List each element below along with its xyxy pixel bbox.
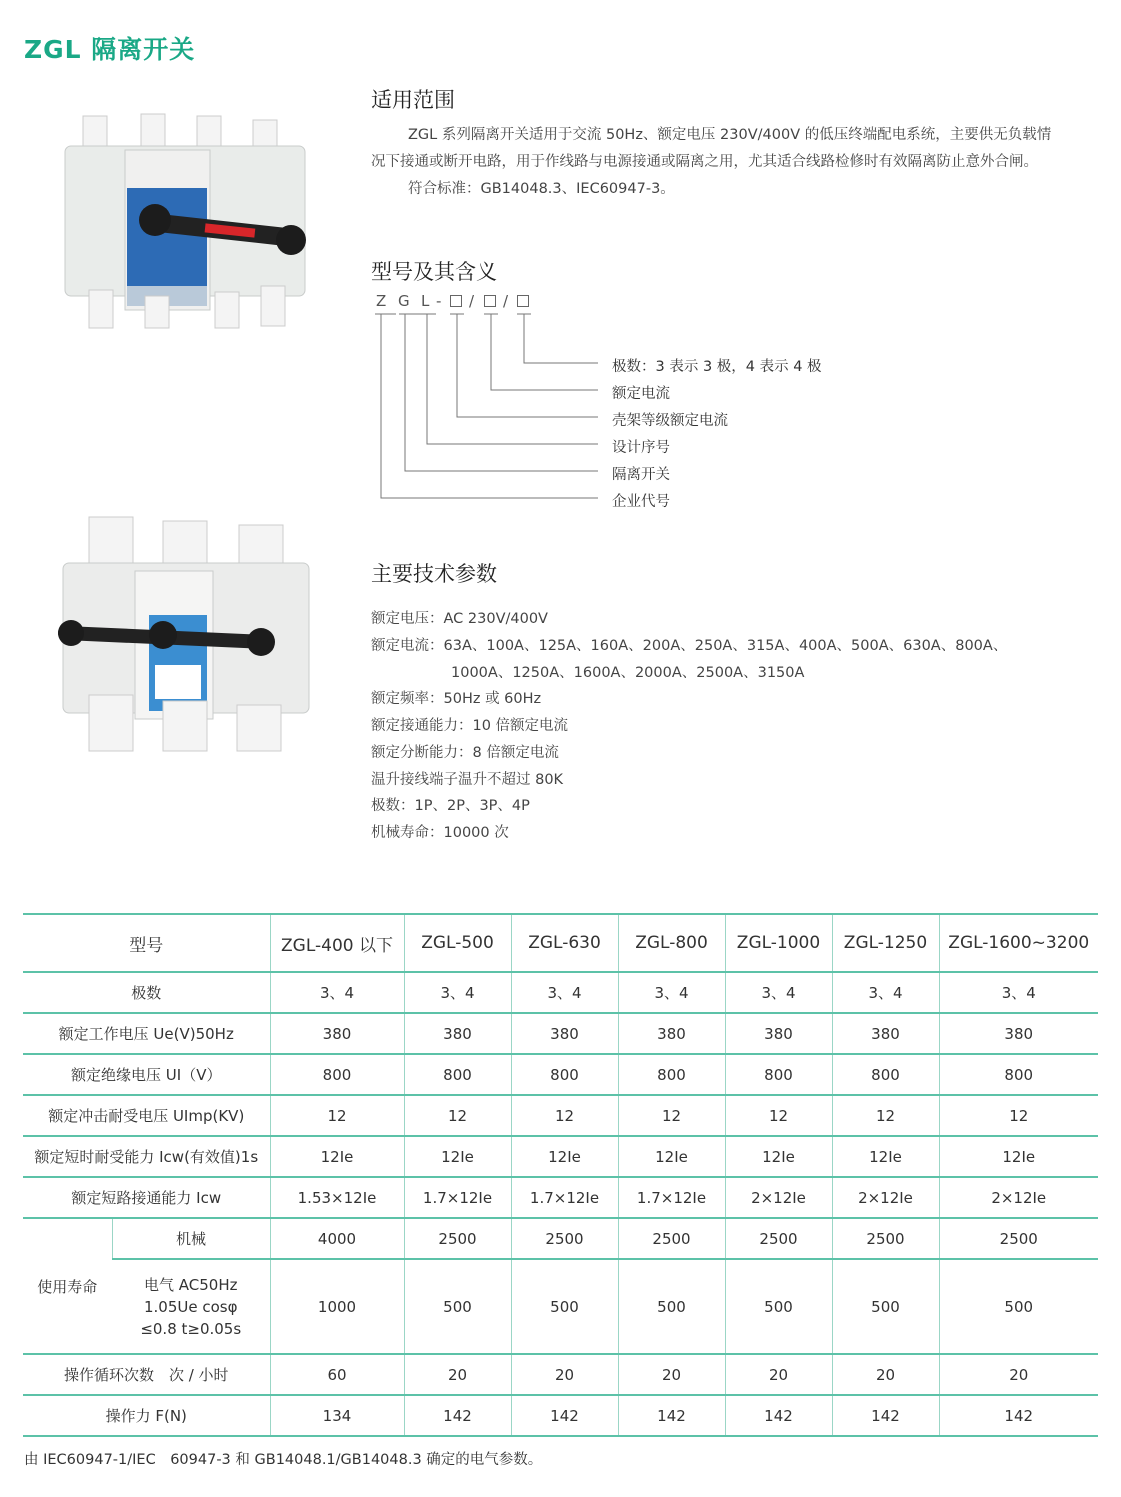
param-poles: 极数：1P、2P、3P、4P [371, 798, 530, 814]
scope-line-3: 符合标准：GB14048.3、IEC60947-3。 [408, 181, 675, 197]
param-rated-current: 额定电流：63A、100A、125A、160A、200A、250A、315A、400A、500A、630A、800A、 [371, 638, 1008, 654]
column-header: ZGL-630 [511, 914, 618, 972]
electrical-label-line-1: 电气 AC50Hz [144, 1275, 238, 1294]
table-cell: 1.7×12Ie [404, 1177, 511, 1218]
table-cell: 20 [618, 1354, 725, 1395]
table-cell: 1.53×12Ie [270, 1177, 404, 1218]
param-breaking-capacity: 额定分断能力：8 倍额定电流 [371, 745, 559, 761]
column-header: ZGL-500 [404, 914, 511, 972]
table-cell: 800 [618, 1054, 725, 1095]
table-row [23, 1136, 1098, 1177]
model-heading: 型号及其含义 [371, 260, 497, 284]
table-cell: 20 [511, 1354, 618, 1395]
param-mechanical-life: 机械寿命：10000 次 [371, 825, 509, 841]
code-separator-2: / [503, 292, 509, 310]
column-header: ZGL-1000 [725, 914, 832, 972]
table-cell: 2500 [511, 1218, 618, 1259]
table-cell: 134 [270, 1395, 404, 1436]
scope-heading: 适用范围 [371, 88, 455, 112]
table-cell: 380 [725, 1013, 832, 1054]
param-rated-current-cont: 1000A、1250A、1600A、2000A、2500A、3150A [451, 665, 805, 681]
table-cell: 142 [725, 1395, 832, 1436]
params-heading: 主要技术参数 [371, 562, 497, 586]
table-cell: 500 [511, 1259, 618, 1354]
row-label: 额定绝缘电压 UI（V） [23, 1054, 270, 1095]
table-cell: 500 [939, 1259, 1098, 1354]
table-cell: 12 [511, 1095, 618, 1136]
table-cell: 800 [939, 1054, 1098, 1095]
table-cell: 380 [270, 1013, 404, 1054]
table-cell: 12Ie [404, 1136, 511, 1177]
column-header: ZGL-1250 [832, 914, 939, 972]
table-cell: 60 [270, 1354, 404, 1395]
spec-table [23, 913, 1098, 1437]
code-letter-dash: - [436, 292, 442, 310]
table-cell: 2×12Ie [832, 1177, 939, 1218]
model-meaning-design-number: 设计序号 [612, 440, 670, 456]
table-cell: 380 [618, 1013, 725, 1054]
code-separator-1: / [469, 292, 475, 310]
electrical-label-line-2: 1.05Ue cosφ [143, 1297, 238, 1316]
table-cell: 12 [618, 1095, 725, 1136]
table-row-operating-cycles [23, 1354, 1098, 1395]
table-cell: 1.7×12Ie [511, 1177, 618, 1218]
model-code-diagram-lines [370, 310, 610, 510]
table-row-electrical-life [23, 1259, 1098, 1354]
table-cell: 142 [511, 1395, 618, 1436]
table-row [23, 1177, 1098, 1218]
model-meaning-company-code: 企业代号 [612, 494, 670, 510]
table-cell: 2500 [939, 1218, 1098, 1259]
table-cell: 3、4 [270, 972, 404, 1013]
param-rated-voltage: 额定电压：AC 230V/400V [371, 611, 548, 627]
table-cell: 20 [939, 1354, 1098, 1395]
table-cell: 3、4 [939, 972, 1098, 1013]
row-label: 额定短路接通能力 Icw [23, 1177, 270, 1218]
electrical-label-line-3: ≤0.8 t≥0.05s [140, 1319, 242, 1338]
model-meaning-poles: 极数：3 表示 3 极，4 表示 4 极 [612, 359, 822, 375]
product-photo-switch-2 [55, 515, 315, 755]
code-letter-g: G [398, 292, 410, 310]
code-letter-z: Z [376, 292, 387, 310]
table-cell: 3、4 [725, 972, 832, 1013]
footnote: 由 IEC60947-1/IEC 60947-3 和 GB14048.1/GB14048.3 确定的电气参数。 [24, 1452, 543, 1468]
table-row [23, 972, 1098, 1013]
table-cell: 2×12Ie [725, 1177, 832, 1218]
table-row-mechanical-life [23, 1218, 1098, 1259]
row-label: 额定工作电压 Ue(V)50Hz [23, 1013, 270, 1054]
table-cell: 142 [832, 1395, 939, 1436]
table-cell: 142 [939, 1395, 1098, 1436]
table-cell: 12 [725, 1095, 832, 1136]
table-cell: 500 [404, 1259, 511, 1354]
table-cell: 800 [511, 1054, 618, 1095]
table-cell: 380 [511, 1013, 618, 1054]
table-cell: 20 [404, 1354, 511, 1395]
table-cell: 500 [618, 1259, 725, 1354]
table-cell: 1.7×12Ie [618, 1177, 725, 1218]
table-row [23, 1095, 1098, 1136]
code-box-2 [484, 295, 496, 307]
table-row [23, 1013, 1098, 1054]
table-cell: 12Ie [725, 1136, 832, 1177]
row-label: 额定冲击耐受电压 UImp(KV) [23, 1095, 270, 1136]
page-title: ZGL 隔离开关 [24, 35, 196, 64]
row-label: 极数 [23, 972, 270, 1013]
model-meaning-frame-current: 壳架等级额定电流 [612, 413, 728, 429]
table-cell: 1000 [270, 1259, 404, 1354]
table-row-operating-force [23, 1395, 1098, 1436]
table-cell: 500 [832, 1259, 939, 1354]
table-cell: 2500 [725, 1218, 832, 1259]
table-cell: 12 [939, 1095, 1098, 1136]
table-cell: 800 [270, 1054, 404, 1095]
table-cell: 12 [832, 1095, 939, 1136]
table-cell: 2500 [618, 1218, 725, 1259]
table-cell: 380 [939, 1013, 1098, 1054]
table-cell: 500 [725, 1259, 832, 1354]
table-cell: 12Ie [939, 1136, 1098, 1177]
header-model-label: 型号 [23, 914, 270, 972]
table-cell: 3、4 [511, 972, 618, 1013]
table-cell: 20 [832, 1354, 939, 1395]
table-cell: 12 [270, 1095, 404, 1136]
param-temperature-rise: 温升接线端子温升不超过 80K [371, 772, 564, 788]
row-group-label-life: 使用寿命 [23, 1218, 112, 1354]
table-cell: 12Ie [832, 1136, 939, 1177]
column-header: ZGL-1600~3200 [939, 914, 1098, 972]
column-header: ZGL-800 [618, 914, 725, 972]
row-label-electrical [112, 1259, 270, 1354]
table-cell: 2500 [832, 1218, 939, 1259]
table-cell: 142 [618, 1395, 725, 1436]
table-cell: 142 [404, 1395, 511, 1436]
table-cell: 12Ie [270, 1136, 404, 1177]
table-cell: 3、4 [618, 972, 725, 1013]
column-header: ZGL-400 以下 [270, 914, 404, 972]
table-cell: 2×12Ie [939, 1177, 1098, 1218]
table-cell: 3、4 [404, 972, 511, 1013]
code-letter-l: L [421, 292, 430, 310]
table-cell: 4000 [270, 1218, 404, 1259]
code-box-3 [517, 295, 529, 307]
row-label-mechanical: 机械 [112, 1218, 270, 1259]
param-rated-frequency: 额定频率：50Hz 或 60Hz [371, 691, 542, 707]
table-cell: 12Ie [511, 1136, 618, 1177]
param-making-capacity: 额定接通能力：10 倍额定电流 [371, 718, 569, 734]
table-header-row [23, 914, 1098, 972]
model-meaning-isolator: 隔离开关 [612, 467, 670, 483]
table-cell: 3、4 [832, 972, 939, 1013]
row-label: 操作力 F(N) [23, 1395, 270, 1436]
table-cell: 2500 [404, 1218, 511, 1259]
scope-line-1: ZGL 系列隔离开关适用于交流 50Hz、额定电压 230V/400V 的低压终端配电系统，主要供无负载情 [408, 127, 1052, 143]
row-label: 操作循环次数 次 / 小时 [23, 1354, 270, 1395]
table-cell: 12 [404, 1095, 511, 1136]
table-row [23, 1054, 1098, 1095]
model-meaning-rated-current: 额定电流 [612, 386, 670, 402]
product-photo-switch-1 [55, 110, 315, 330]
scope-line-2: 况下接通或断开电路，用于作线路与电源接通或隔离之用，尤其适合线路检修时有效隔离防止意外合闸。 [371, 154, 1038, 170]
table-cell: 380 [404, 1013, 511, 1054]
table-cell: 800 [725, 1054, 832, 1095]
table-cell: 800 [832, 1054, 939, 1095]
row-label: 额定短时耐受能力 Icw(有效值)1s [23, 1136, 270, 1177]
code-box-1 [450, 295, 462, 307]
table-cell: 20 [725, 1354, 832, 1395]
table-cell: 12Ie [618, 1136, 725, 1177]
table-cell: 800 [404, 1054, 511, 1095]
table-cell: 380 [832, 1013, 939, 1054]
